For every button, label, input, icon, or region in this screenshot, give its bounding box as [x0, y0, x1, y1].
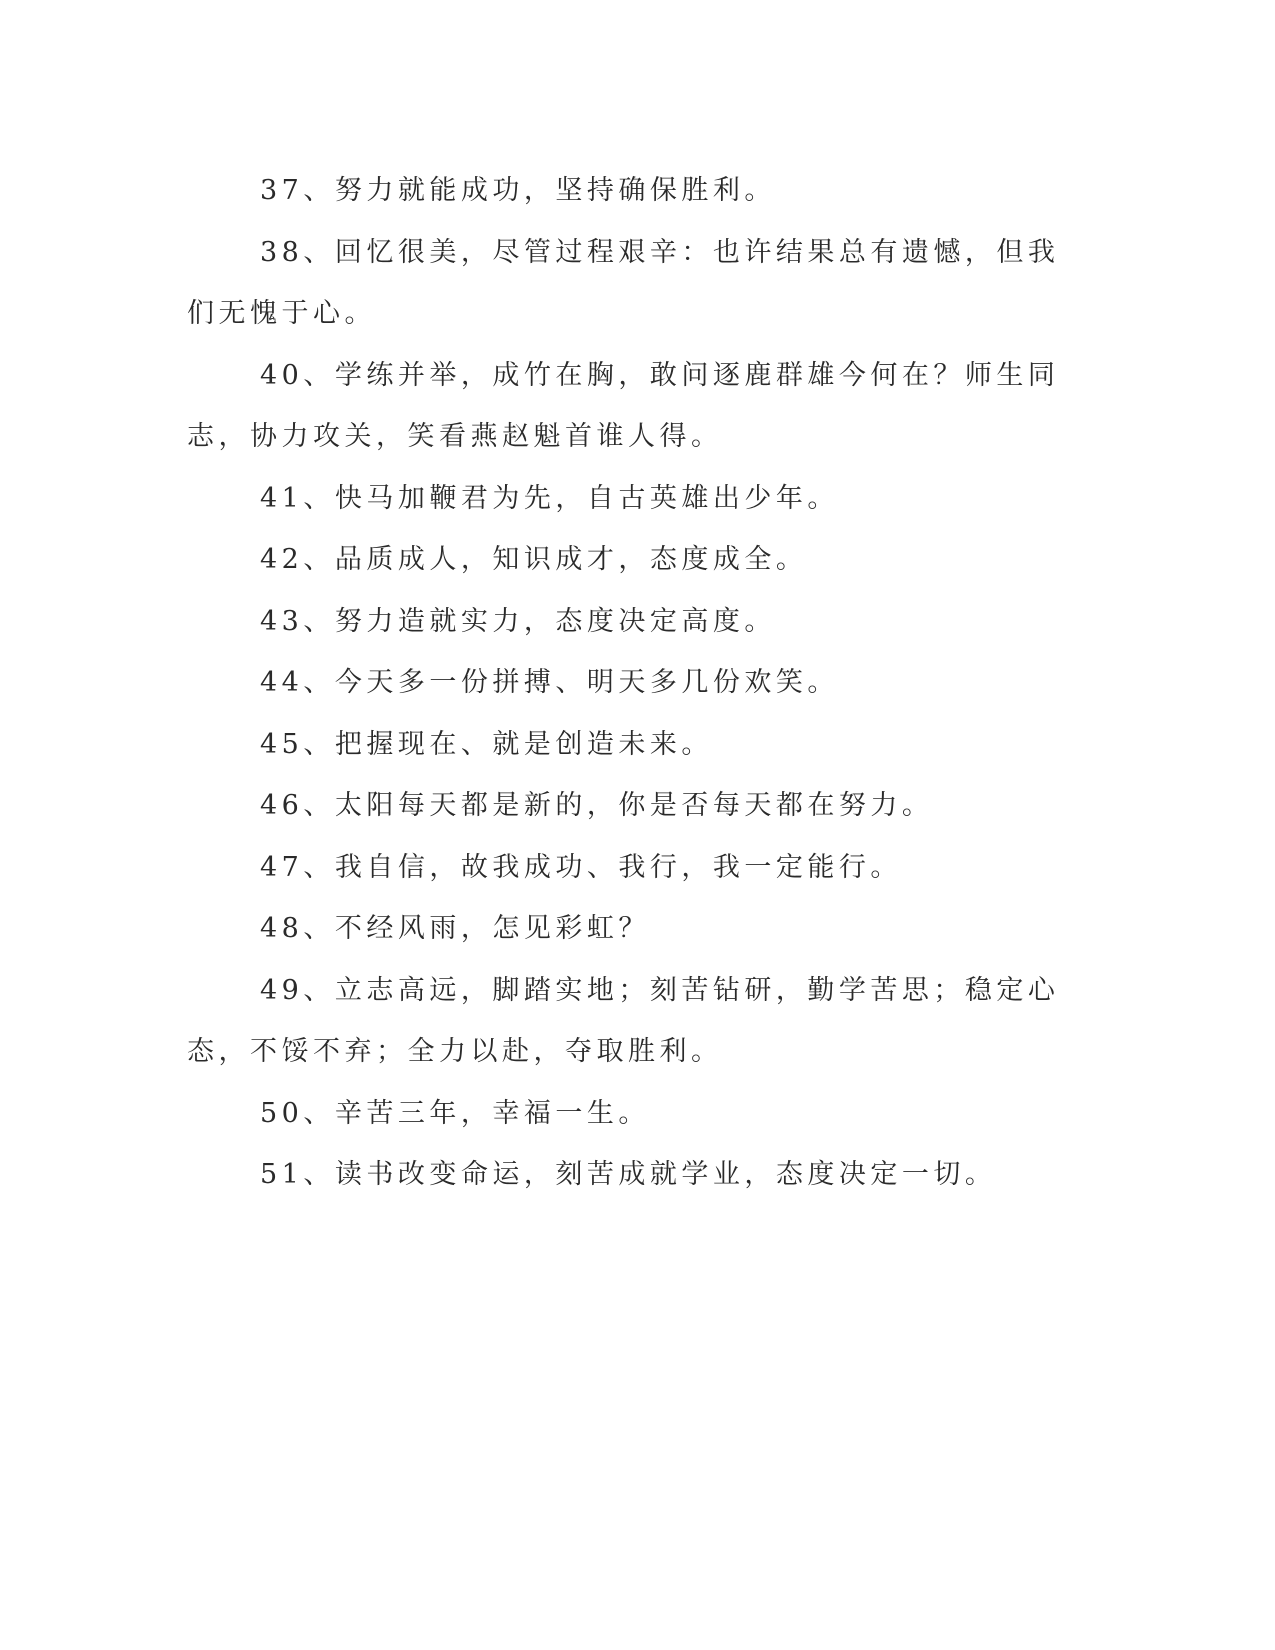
paragraph-50: 50、辛苦三年，幸福一生。 [260, 1097, 650, 1129]
paragraph-51: 51、读书改变命运，刻苦成就学业，态度决定一切。 [260, 1159, 997, 1190]
paragraph-44: 44、今天多一份拼搏、明天多几份欢笑。 [260, 667, 839, 698]
document-body [187, 160, 1077, 1206]
paragraph-49: 49、立志高远，脚踏实地；刻苦钻研，勤学苦思；稳定心态，不馁不弃；全力以赴，夺取胜利。 [187, 974, 1060, 1067]
paragraph-47: 47、我自信，故我成功、我行，我一定能行。 [260, 851, 902, 883]
paragraph-37: 37、努力就能成功，坚持确保胜利。 [260, 175, 776, 206]
paragraph-42: 42、品质成人，知识成才，态度成全。 [260, 544, 808, 575]
paragraph-45: 45、把握现在、就是创造未来。 [260, 728, 713, 760]
paragraph-48: 48、不经风雨，怎见彩虹？ [260, 913, 650, 944]
paragraph-46: 46、太阳每天都是新的，你是否每天都在努力。 [260, 790, 934, 821]
paragraph-38: 38、回忆很美，尽管过程艰辛：也许结果总有遗憾，但我们无愧于心。 [187, 236, 1060, 329]
paragraph-41: 41、快马加鞭君为先，自古英雄出少年。 [260, 482, 839, 514]
paragraph-40: 40、学练并举，成竹在胸，敢问逐鹿群雄今何在？师生同志，协力攻关，笑看燕赵魁首谁人得。 [187, 359, 1060, 452]
paragraph-43: 43、努力造就实力，态度决定高度。 [260, 605, 776, 637]
